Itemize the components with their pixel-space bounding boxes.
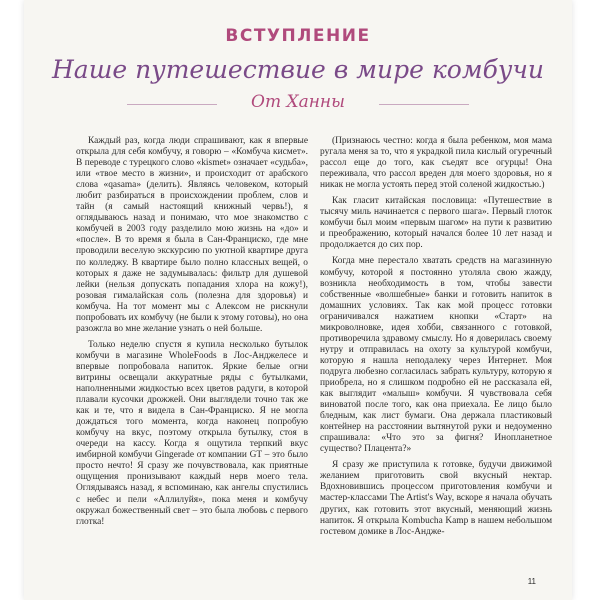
book-page [24, 0, 572, 600]
paragraph: Я сразу же приступила к готовке, будучи движимой желанием приготовить свой вкусный нектар. Вдохновившись процессом приготовления комбучи и мастер-классами The Artist's Way, вскоре я начала обучать других, как готовить этот вкусный, меняющий жизнь напиток. Я открыла Kombucha Kamp в нашем небольшом гостевом домике в Лос-Андже- [320, 460, 552, 537]
paragraph: Только неделю спустя я купила несколько бутылок комбучи в магазине WholeFoods в Лос-Анджелесе и впервые попробовала напиток. Яркие белые огни витрины освещали аккуратные ряды с бутылками, наполненными жидкостью всех цветов радуги, в которой плавали кусочки дрожжей. Они выглядели точно так же как и те, что я видела в Сан-Франциско. Я не могла дождаться того момента, когда наконец попробую комбучу на вкус, поэтому открыла бутылку, стоя в очереди на кассу. Когда я ощутила терпкий вкус имбирной комбучи Gingerade от компании GT – это было просто нечто! Я сразу же почувствовала, как приятные ощущения пронизывают каждый нерв моего тела. Оглядываясь назад, я вспоминаю, как ангелы спустились с небес и пели «Аллилуйя», пока меня и комбучу окружал божественный свет – это была любовь с первого глотка! [76, 339, 308, 527]
section-label: ВСТУПЛЕНИЕ [225, 26, 371, 46]
paragraph: Когда мне перестало хватать средств на магазинную комбучу, которой я постоянно утоляла свою жажду, возникла необходимость в том, чтобы завести собственные «волшебные» банки и готовить напиток в домашних условиях. Так как мой процесс готовки ограничивался нажатием кнопки «Старт» на микроволновке, идея хобби, связанного с готовкой, противоречила здравому смыслу. Но я доверилась своему нутру и отправилась на охоту за культурой комбучи, которую я нашла неподалеку через Интернет. Моя подруга любезно согласилась забрать культуру, которую я приобрела, но я слишком подробно ей не рассказала ей, как выглядит «малыш» комбучи. Я чувствовала себя виноватой после того, как она приехала. Ее лицо было бледным, как лист бумаги. Она держала пластиковый контейнер на расстоянии вытянутой руки и недоуменно спрашивала: «Что это за фигня? Инопланетное существо? Плацента?» [320, 256, 552, 455]
page-title: Наше путешествие в мире комбучи [51, 55, 544, 84]
text-column-left [76, 136, 308, 533]
divider-right [379, 104, 469, 105]
paragraph: Как гласит китайская пословица: «Путешествие в тысячу миль начинается с первого шага». Первый глоток комбучи был моим «первым шагом» на пути к развитию и преображению, который начался более 10 лет назад и продолжается до сих пор. [320, 196, 552, 251]
paragraph: (Признаюсь честно: когда я была ребенком, моя мама ругала меня за то, что я украдкой пила кислый огуречный рассол еще до того, как съедят все огурцы! Она переживала, что рассол вреден для моего здоровья, но я никак не могла устоять перед этой соленой жидкостью.) [320, 136, 552, 191]
author-byline: От Ханны [251, 92, 345, 112]
author-line [127, 92, 469, 116]
text-column-right [320, 136, 552, 543]
paragraph: Каждый раз, когда люди спрашивают, как я впервые открыла для себя комбучу, я говорю – «Комбуча кисмет». В переводе с турецкого слово «kismet» означает «судьба», или «твое место в жизни», и происходит от арабского слова «qasama» (делить). Являясь человеком, который любит разбираться в происхождении проблем, слов и тайн (я самый настоящий книжный червь!), я оглядываюсь назад и понимаю, что мое знакомство с комбучей в 2003 году разделило мою жизнь на «до» и «после». В то время я была в Сан-Франциско, где мне проводили веселую экскурсию по уютной квартире друга по колледжу. В квартире было полно классных вещей, о которых я даже не задумывалась: фильтр для душевой лейки (нельзя допускать попадания хлора на кожу!), розовая гималайская соль (полезна для здоровья) и комбуча. На тот момент мы с Алексом не рискнули попробовать их комбучу (не были к этому готовы), но она разожгла во мне желание узнать о ней больше. [76, 136, 308, 334]
page-number: 11 [527, 577, 536, 586]
